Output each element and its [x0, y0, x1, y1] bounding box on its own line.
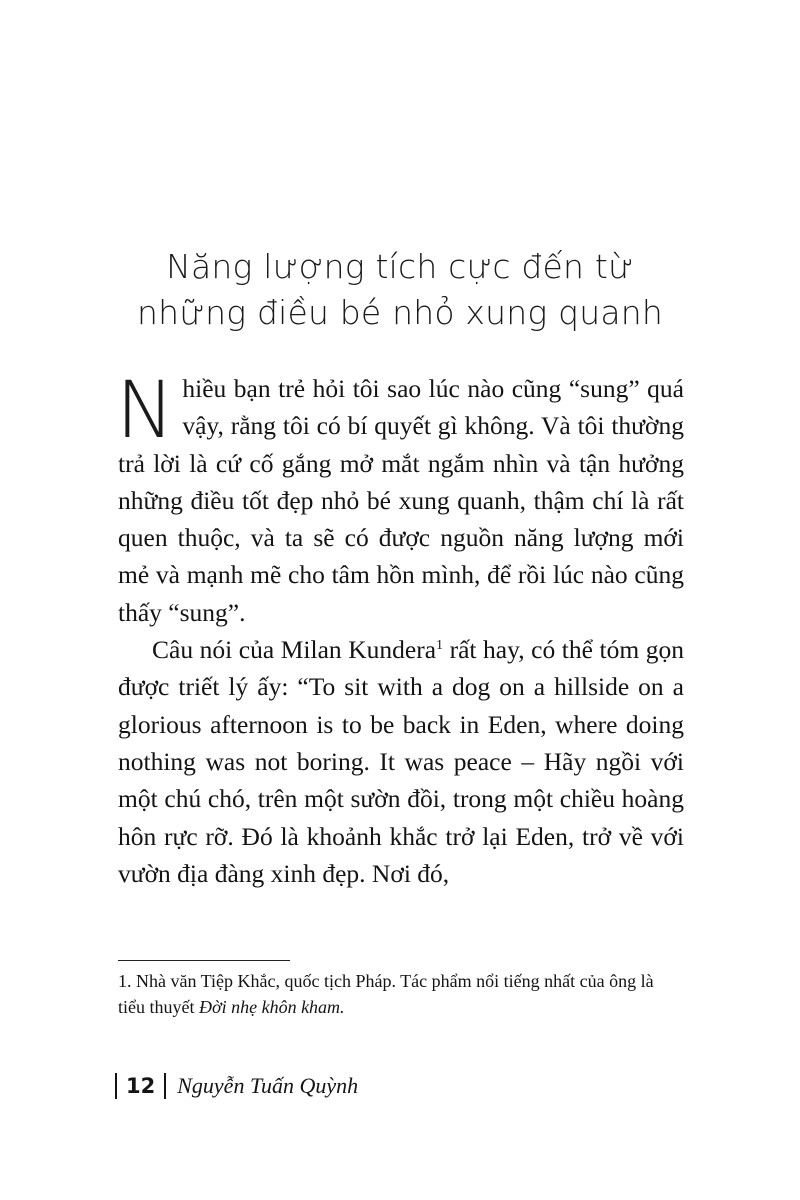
folio-bar-left: [115, 1073, 117, 1099]
chapter-title: [0, 244, 800, 336]
footnote: [118, 968, 684, 1020]
paragraph-2: [118, 631, 684, 892]
footnote-reference: 1: [436, 638, 444, 654]
footnote-divider: [118, 960, 290, 961]
body-text: [116, 366, 684, 892]
footnote-book-title: Đời nhẹ khôn kham.: [198, 997, 345, 1017]
folio-bar-right: [164, 1073, 166, 1099]
page-number: 12: [126, 1074, 156, 1098]
chapter-title-line-2: những điều bé nhỏ xung quanh: [137, 293, 663, 333]
paragraph-2-text-start: Câu nói của Milan Kundera: [152, 635, 437, 665]
drop-cap: N: [116, 366, 175, 456]
chapter-title-line-1: Năng lượng tích cực đến từ: [166, 247, 634, 287]
paragraph-1: [116, 366, 684, 631]
paragraph-2-text-end: rất hay, có thể tóm gọn được triết lý ấy: “To sit with a dog on a hillside on a glorious afternoon is to be back in Eden, where doing nothing was not boring. It was peace – Hãy ngồi với một chú chó, trên một sườn đồi, trong một chiều hoàng hôn rực rỡ. Đó là khoảnh khắc trở lại Eden, trở về với vườn địa đàng xinh đẹp. Nơi đó,: [118, 635, 684, 888]
page-footer: [115, 1068, 358, 1104]
footnote-text: 1. Nhà văn Tiệp Khắc, quốc tịch Pháp. Tác phẩm nổi tiếng nhất của ông là tiểu thuyết: [118, 971, 654, 1017]
paragraph-1-text: hiều bạn trẻ hỏi tôi sao lúc nào cũng “sung” quá vậy, rằng tôi có bí quyết gì không. Và tôi thường trả lời là cứ cố gắng mở mắt ngắm nhìn và tận hưởng những điều tốt đẹp nhỏ bé xung quanh, thậm chí là rất quen thuộc, và ta sẽ có được nguồn năng lượng mới mẻ và mạnh mẽ cho tâm hồn mình, để rồi lúc nào cũng thấy “sung”.: [118, 374, 684, 627]
author-name: Nguyễn Tuấn Quỳnh: [177, 1073, 359, 1098]
